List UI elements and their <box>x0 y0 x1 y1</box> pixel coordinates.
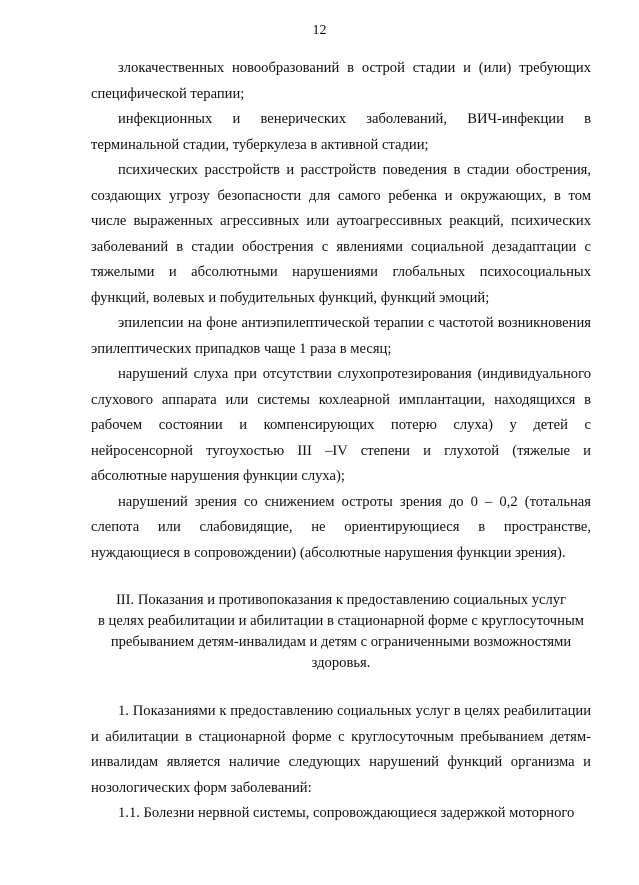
paragraph-mental-disorders: психических расстройств и расстройств поведения в стадии обострения, создающих угрозу безопасности для самого ребенка и окружающих, в том числе выраженных агрессивных или аутоагрессивных реакций, психических заболеваний в стадии обострения с явлениями социальной дезадаптации с тяжелыми и абсолютными нарушениями глобальных психосоциальных функций, волевых и побудительных функций, функций эмоций; <box>91 162 591 306</box>
paragraph-indications-intro: 1. Показаниями к предоставлению социальных услуг в целях реабилитации и абилитации в стационарной форме с круглосуточным пребыванием детям-инвалидам является наличие следующих нарушений функций организма и нозологических форм заболеваний: <box>91 703 591 796</box>
section-heading-line: в целях реабилитации и абилитации в стационарной форме с круглосуточным <box>98 613 584 629</box>
section-heading-line: пребыванием детям-инвалидам и детям с ограниченными возможностями <box>110 634 572 650</box>
section-heading-line: здоровья. <box>311 655 371 671</box>
paragraph-hearing-impairment: нарушений слуха при отсутствии слухопротезирования (индивидуального слухового аппарата или системы кохлеарной имплантации, находящихся в рабочем состоянии и компенсирующих потерю слуха) у детей с нейросенсорной тугоухостью III –IV степени и глухотой (тяжелые и абсолютные нарушения функции слуха); <box>91 366 591 484</box>
paragraph-epilepsy: эпилепсии на фоне антиэпилептической терапии с частотой возникновения эпилептических припадков чаще 1 раза в месяц; <box>91 315 591 357</box>
paragraph-vision-impairment: нарушений зрения со снижением остроты зрения до 0 – 0,2 (тотальная слепота или слабовидящие, не ориентирующиеся в пространстве, нуждающиеся в сопровождении) (абсолютные нарушения функции зрения). <box>91 493 591 561</box>
section-heading <box>91 590 591 674</box>
paragraph-infectious-diseases: инфекционных и венерических заболеваний, ВИЧ-инфекции в терминальной стадии, туберкулеза в активной стадии; <box>91 111 591 153</box>
paragraph-nervous-system-diseases: 1.1. Болезни нервной системы, сопровождающиеся задержкой моторного <box>118 805 575 821</box>
section-heading-line: III. Показания и противопоказания к предоставлению социальных услуг <box>115 592 567 608</box>
paragraph-malignant-neoplasms: злокачественных новообразований в острой стадии и (или) требующих специфической терапии; <box>91 60 591 102</box>
document-body <box>91 56 591 827</box>
page-number: 12 <box>312 23 327 38</box>
